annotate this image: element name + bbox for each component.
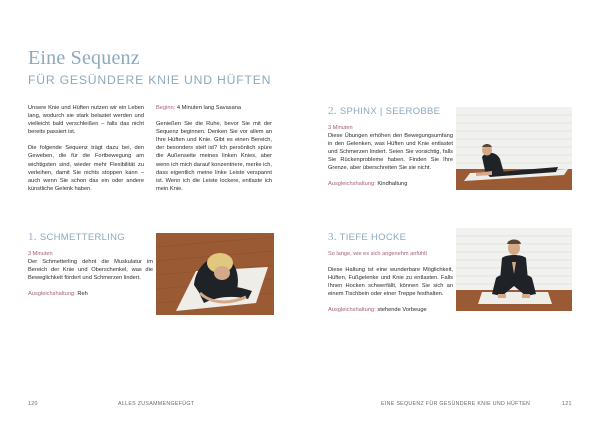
- sphinx-pose-photo: [456, 107, 572, 190]
- running-title-right: EINE SEQUENZ FÜR GESÜNDERE KNIE UND HÜFTEN: [381, 401, 531, 407]
- beginn-value: 4 Minuten lang Savasana: [176, 105, 242, 111]
- balance-value: Kindhaltung: [377, 181, 408, 188]
- section-heading: [328, 231, 453, 243]
- section-text: Diese Übungen erhöhen den Bewegungsumfang in den Gelenken, was Hüften und Knie entlastet und Schmerzen lindert. Seien Sie vorsichtig, falls Sie Rückenprobleme haben. Finden Sie Ihre Grenze, aber überschreiten Sie sie nicht.: [328, 133, 453, 172]
- section-heading: [328, 105, 453, 117]
- section-balance: [328, 180, 453, 188]
- section-title: SPHINX | SEEROBBE: [339, 106, 441, 117]
- beginn-column: [156, 104, 272, 201]
- photo-sphinx: [456, 107, 572, 190]
- section-title: TIEFE HOCKE: [339, 232, 407, 243]
- beginn-line: [156, 104, 272, 112]
- section-number: 3.: [328, 231, 337, 243]
- section-text: Diese Haltung ist eine wunderbare Möglichkeit, Hüften, Fußgelenke und Knie zu entlasten. Falls Ihnen Hocken schwerfällt, können Sie sich an einem Tischbein oder einer Treppe festhalten.: [328, 267, 453, 298]
- section-number: 2.: [328, 105, 337, 117]
- section-text: Der Schmetterling dehnt die Muskulatur im Bereich der Knie und Oberschenkel, was die Beweglichkeit fördert und Schmerzen lindert.: [28, 259, 153, 282]
- photo-schmetterling: [156, 233, 274, 315]
- page-title: Eine Sequenz: [28, 47, 140, 69]
- page-number-left: 120: [28, 401, 38, 407]
- section-schmetterling: [28, 231, 153, 298]
- intro-paragraph-2: Die folgende Sequenz trägt dazu bei, den Geweben, die für die Fortbewegung am wichtigsten sind, wieder mehr Flexibilität zu verleihen, damit Sie nichts stoppen kann – auch wenn Sie schon das ein oder andere künstliche Gelenk haben.: [28, 145, 144, 192]
- page-subtitle: FÜR GESÜNDERE KNIE UND HÜFTEN: [28, 73, 272, 87]
- intro-paragraph-1: Unsere Knie und Hüften nutzen wir ein Leben lang, wodurch sie stark belastet werden und vielleicht bald verschleißen – falls das nicht bereits passiert ist.: [28, 105, 144, 136]
- page-number-right: 121: [562, 401, 572, 407]
- section-number: 1.: [28, 231, 37, 243]
- balance-label: Ausgleichshaltung:: [328, 307, 376, 314]
- section-title: SCHMETTERLING: [39, 232, 125, 243]
- section-balance: [328, 306, 453, 314]
- balance-label: Ausgleichshaltung:: [28, 291, 76, 298]
- photo-tiefe-hocke: [456, 228, 572, 311]
- section-balance: [28, 290, 153, 298]
- running-title-left: ALLES ZUSAMMENGEFÜGT: [118, 401, 195, 407]
- balance-value: Reh: [77, 291, 88, 298]
- deep-squat-photo: [456, 228, 572, 311]
- section-heading: [28, 231, 153, 243]
- section-tiefe-hocke: [328, 231, 453, 314]
- beginn-label: Beginn:: [156, 105, 176, 111]
- section-duration: 3 Minuten: [328, 125, 353, 131]
- section-duration: So lange, wie es sich angenehm anfühlt: [328, 251, 427, 257]
- balance-label: Ausgleichshaltung:: [328, 181, 376, 188]
- section-sphinx: [328, 105, 453, 189]
- beginn-text: Genießen Sie die Ruhe, bevor Sie mit der Sequenz beginnen. Denken Sie vor allem an Ihre Hüften und Knie. Gibt es einen Bereich, der besonders steif ist? Ich persönlich spüre die Außenseite meines linken Knies, aber wenn ich mich darauf konzentriere, merke ich, dass eigentlich meine linke Leiste verspannt ist. Wenn ich die Leiste lockere, entlaste ich mein Knie.: [156, 121, 273, 192]
- butterfly-pose-photo: [156, 233, 274, 315]
- intro-column: [28, 104, 144, 201]
- section-duration: 3 Minuten: [28, 251, 53, 257]
- balance-value: stehende Vorbeuge: [377, 307, 427, 314]
